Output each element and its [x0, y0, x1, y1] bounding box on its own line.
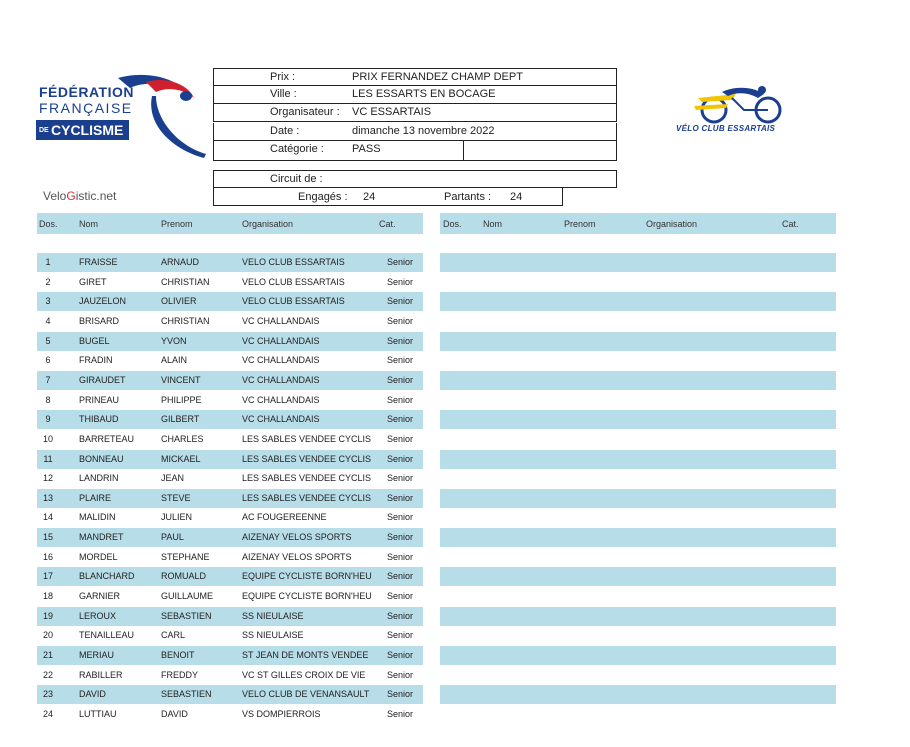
organisation-cell: AC FOUGEREENNE — [242, 512, 327, 522]
prenom-cell: SEBASTIEN — [161, 611, 212, 621]
categorie-cell: Senior — [387, 689, 414, 699]
categorie-cell: Senior — [387, 473, 414, 483]
categorie-cell: Senior — [387, 552, 414, 562]
organisation-cell: LES SABLES VENDEE CYCLIS — [242, 434, 372, 444]
categorie-cell: Senior — [387, 414, 414, 424]
dossard-cell: 12 — [42, 473, 53, 483]
prenom-cell: GUILLAUME — [161, 591, 214, 601]
dossard-cell: 3 — [45, 296, 51, 306]
dossard-cell: 7 — [45, 375, 51, 385]
right-table-row — [440, 489, 836, 508]
categorie-cell: Senior — [387, 571, 414, 581]
dossard-cell: 5 — [45, 336, 51, 346]
dossard-cell: 15 — [42, 532, 53, 542]
table-row — [37, 646, 423, 665]
velogistic-part1: Velo — [43, 189, 67, 203]
table-row — [37, 430, 423, 449]
categorie-cell: Senior — [387, 316, 414, 326]
organisation-cell: VELO CLUB ESSARTAIS — [242, 296, 345, 306]
vce-logo — [672, 84, 812, 140]
circuit-row — [213, 170, 617, 188]
counts-row — [213, 188, 563, 206]
nom-cell: FRADIN — [79, 355, 113, 365]
right-table-row — [440, 607, 836, 626]
right-table-row — [440, 567, 836, 586]
prenom-cell: ARNAUD — [161, 257, 200, 267]
organisation-cell: AIZENAY VELOS SPORTS — [242, 532, 352, 542]
table-row — [37, 685, 423, 704]
col-dos: Dos. — [39, 219, 58, 229]
organisateur-value: VC ESSARTAIS — [352, 106, 432, 118]
nom-cell: FRAISSE — [79, 257, 118, 267]
prenom-cell: JEAN — [161, 473, 185, 483]
right-table-row — [440, 410, 836, 429]
table-row — [37, 450, 423, 469]
ffc-logo — [36, 70, 208, 160]
nom-cell: GIRAUDET — [79, 375, 126, 385]
prenom-cell: GILBERT — [161, 414, 200, 424]
engages-value: 24 — [363, 191, 376, 203]
dossard-cell: 19 — [42, 611, 53, 621]
prenom-cell: DAVID — [161, 709, 188, 719]
circuit-label: Circuit de : — [270, 173, 323, 185]
prenom-cell: STEPHANE — [161, 552, 210, 562]
col-nom: Nom — [483, 219, 503, 229]
prenom-cell: CHARLES — [161, 434, 204, 444]
prenom-cell: FREDDY — [161, 670, 199, 680]
table-row — [37, 528, 423, 547]
right-table-row — [440, 646, 836, 665]
dossard-cell: 6 — [45, 355, 51, 365]
ville-value: LES ESSARTS EN BOCAGE — [352, 88, 496, 100]
ffc-logo-line1: FÉDÉRATION — [39, 84, 134, 100]
dossard-cell: 17 — [42, 571, 53, 581]
table-row — [37, 332, 423, 351]
categorie-row — [213, 141, 617, 161]
table-row — [37, 508, 423, 527]
table-row — [37, 548, 423, 567]
right-table-row — [440, 371, 836, 390]
dossard-cell: 18 — [42, 591, 53, 601]
organisation-cell: LES SABLES VENDEE CYCLIS — [242, 473, 372, 483]
categorie-cell: Senior — [387, 630, 414, 640]
dossard-cell: 16 — [42, 552, 53, 562]
nom-cell: LEROUX — [79, 611, 117, 621]
dossard-cell: 2 — [45, 277, 51, 287]
prenom-cell: STEVE — [161, 493, 191, 503]
organisation-cell: VELO CLUB DE VENANSAULT — [242, 689, 370, 699]
prenom-cell: ALAIN — [161, 355, 188, 365]
table-row — [37, 489, 423, 508]
table-row — [37, 607, 423, 626]
table-row — [37, 666, 423, 685]
organisation-cell: VC CHALLANDAIS — [242, 375, 320, 385]
organisateur-row — [213, 104, 617, 122]
table-row — [37, 351, 423, 370]
right-table-row — [440, 450, 836, 469]
right-table-row — [440, 332, 836, 351]
dossard-cell: 9 — [45, 414, 51, 424]
categorie-cell: Senior — [387, 493, 414, 503]
categorie-cell: Senior — [387, 532, 414, 542]
nom-cell: MANDRET — [79, 532, 124, 542]
categorie-cell: Senior — [387, 355, 414, 365]
organisation-cell: SS NIEULAISE — [242, 611, 304, 621]
nom-cell: BUGEL — [79, 336, 110, 346]
partants-label: Partants : — [444, 191, 492, 203]
nom-cell: LUTTIAU — [79, 709, 117, 719]
nom-cell: GARNIER — [79, 591, 121, 601]
categorie-cell: Senior — [387, 395, 414, 405]
ville-row — [213, 86, 617, 104]
nom-cell: JAUZELON — [79, 296, 127, 306]
col-prenom: Prenom — [161, 219, 193, 229]
prenom-cell: BENOIT — [161, 650, 195, 660]
nom-cell: MORDEL — [79, 552, 118, 562]
categorie-cell: Senior — [387, 650, 414, 660]
categorie-cell: Senior — [387, 670, 414, 680]
ffc-swoosh-icon — [116, 70, 208, 160]
table-row — [37, 371, 423, 390]
col-dos: Dos. — [443, 219, 462, 229]
prenom-cell: VINCENT — [161, 375, 201, 385]
dossard-cell: 8 — [45, 395, 51, 405]
date-row — [213, 123, 617, 141]
categorie-divider — [463, 141, 464, 160]
prenom-cell: JULIEN — [161, 512, 193, 522]
categorie-cell: Senior — [387, 512, 414, 522]
nom-cell: PRINEAU — [79, 395, 120, 405]
table-row — [37, 626, 423, 645]
organisation-cell: ST JEAN DE MONTS VENDEE — [242, 650, 369, 660]
categorie-cell: Senior — [387, 296, 414, 306]
table-row — [37, 469, 423, 488]
right-table-row — [440, 685, 836, 704]
organisation-cell: LES SABLES VENDEE CYCLIS — [242, 454, 372, 464]
table-row — [37, 567, 423, 586]
dossard-cell: 13 — [42, 493, 53, 503]
date-value: dimanche 13 novembre 2022 — [352, 125, 495, 137]
prenom-cell: CHRISTIAN — [161, 316, 210, 326]
prix-row — [213, 68, 617, 86]
dossard-cell: 11 — [43, 454, 53, 464]
organisation-cell: VC CHALLANDAIS — [242, 395, 320, 405]
organisation-cell: VC CHALLANDAIS — [242, 316, 320, 326]
dossard-cell: 21 — [42, 650, 53, 660]
categorie-cell: Senior — [387, 454, 414, 464]
nom-cell: BARRETEAU — [79, 434, 135, 444]
col-organisation: Organisation — [646, 219, 698, 229]
categorie-cell: Senior — [387, 591, 414, 601]
prenom-cell: SEBASTIEN — [161, 689, 212, 699]
ffc-logo-de: DE — [39, 127, 49, 135]
organisation-cell: VC CHALLANDAIS — [242, 336, 320, 346]
col-prenom: Prenom — [564, 219, 596, 229]
nom-cell: DAVID — [79, 689, 106, 699]
prenom-cell: CHRISTIAN — [161, 277, 210, 287]
ville-label: Ville : — [270, 88, 297, 100]
categorie-cell: Senior — [387, 336, 414, 346]
table-row — [37, 391, 423, 410]
velogistic-part3: istic.net — [75, 189, 117, 203]
table-row — [37, 587, 423, 606]
velogistic-watermark — [43, 189, 116, 203]
nom-cell: RABILLER — [79, 670, 123, 680]
organisation-cell: VS DOMPIERROIS — [242, 709, 321, 719]
table-row — [37, 273, 423, 292]
ffc-logo-cyclisme: CYCLISME — [51, 122, 124, 138]
organisation-cell: VC CHALLANDAIS — [242, 355, 320, 365]
ffc-logo-line2: FRANÇAISE — [39, 100, 133, 116]
date-label: Date : — [270, 125, 300, 137]
categorie-cell: Senior — [387, 277, 414, 287]
dossard-cell: 24 — [42, 709, 53, 719]
dossard-cell: 1 — [45, 257, 51, 267]
dossard-cell: 23 — [42, 689, 53, 699]
dossard-cell: 10 — [42, 434, 53, 444]
categorie-cell: Senior — [387, 434, 414, 444]
vce-logo-text: VÉLO CLUB ESSARTAIS — [676, 124, 776, 133]
nom-cell: BLANCHARD — [79, 571, 135, 581]
prenom-cell: CARL — [161, 630, 186, 640]
organisation-cell: SS NIEULAISE — [242, 630, 304, 640]
prenom-cell: PAUL — [161, 532, 184, 542]
categorie-cell: Senior — [387, 611, 414, 621]
nom-cell: BRISARD — [79, 316, 120, 326]
right-table-row — [440, 253, 836, 272]
categorie-cell: Senior — [387, 375, 414, 385]
categorie-label: Catégorie : — [270, 143, 324, 155]
dossard-cell: 4 — [45, 316, 51, 326]
prenom-cell: ROMUALD — [161, 571, 207, 581]
dossard-cell: 20 — [42, 630, 53, 640]
organisation-cell: VC CHALLANDAIS — [242, 414, 320, 424]
velogistic-part2: G — [66, 189, 76, 203]
table-row — [37, 410, 423, 429]
col-cat: Cat. — [782, 219, 799, 229]
engages-label: Engagés : — [298, 191, 348, 203]
table-header-right — [440, 213, 836, 234]
nom-cell: TENAILLEAU — [79, 630, 135, 640]
col-cat: Cat. — [379, 219, 396, 229]
col-organisation: Organisation — [242, 219, 294, 229]
table-row — [37, 292, 423, 311]
right-table-row — [440, 292, 836, 311]
organisation-cell: VC ST GILLES CROIX DE VIE — [242, 670, 366, 680]
categorie-cell: Senior — [387, 709, 414, 719]
categorie-value: PASS — [352, 143, 381, 155]
organisateur-label: Organisateur : — [270, 106, 340, 118]
dossard-cell: 22 — [42, 670, 53, 680]
nom-cell: THIBAUD — [79, 414, 119, 424]
nom-cell: PLAIRE — [79, 493, 112, 503]
prenom-cell: YVON — [161, 336, 187, 346]
nom-cell: MALIDIN — [79, 512, 116, 522]
organisation-cell: AIZENAY VELOS SPORTS — [242, 552, 352, 562]
table-header-left — [37, 213, 423, 234]
cyclist-icon — [672, 84, 802, 124]
dossard-cell: 14 — [42, 512, 53, 522]
organisation-cell: VELO CLUB ESSARTAIS — [242, 257, 345, 267]
prenom-cell: MICKAEL — [161, 454, 201, 464]
nom-cell: MERIAU — [79, 650, 115, 660]
categorie-cell: Senior — [387, 257, 414, 267]
table-row — [37, 312, 423, 331]
prenom-cell: PHILIPPE — [161, 395, 202, 405]
nom-cell: LANDRIN — [79, 473, 119, 483]
col-nom: Nom — [79, 219, 99, 229]
nom-cell: BONNEAU — [79, 454, 124, 464]
table-row — [37, 705, 423, 724]
organisation-cell: EQUIPE CYCLISTE BORN'HEU — [242, 591, 372, 601]
prenom-cell: OLIVIER — [161, 296, 197, 306]
organisation-cell: VELO CLUB ESSARTAIS — [242, 277, 345, 287]
organisation-cell: EQUIPE CYCLISTE BORN'HEU — [242, 571, 372, 581]
partants-value: 24 — [510, 191, 523, 203]
right-table-row — [440, 528, 836, 547]
prix-value: PRIX FERNANDEZ CHAMP DEPT — [352, 71, 523, 83]
table-row — [37, 253, 423, 272]
nom-cell: GIRET — [79, 277, 107, 287]
prix-label: Prix : — [270, 71, 296, 83]
organisation-cell: LES SABLES VENDEE CYCLIS — [242, 493, 372, 503]
